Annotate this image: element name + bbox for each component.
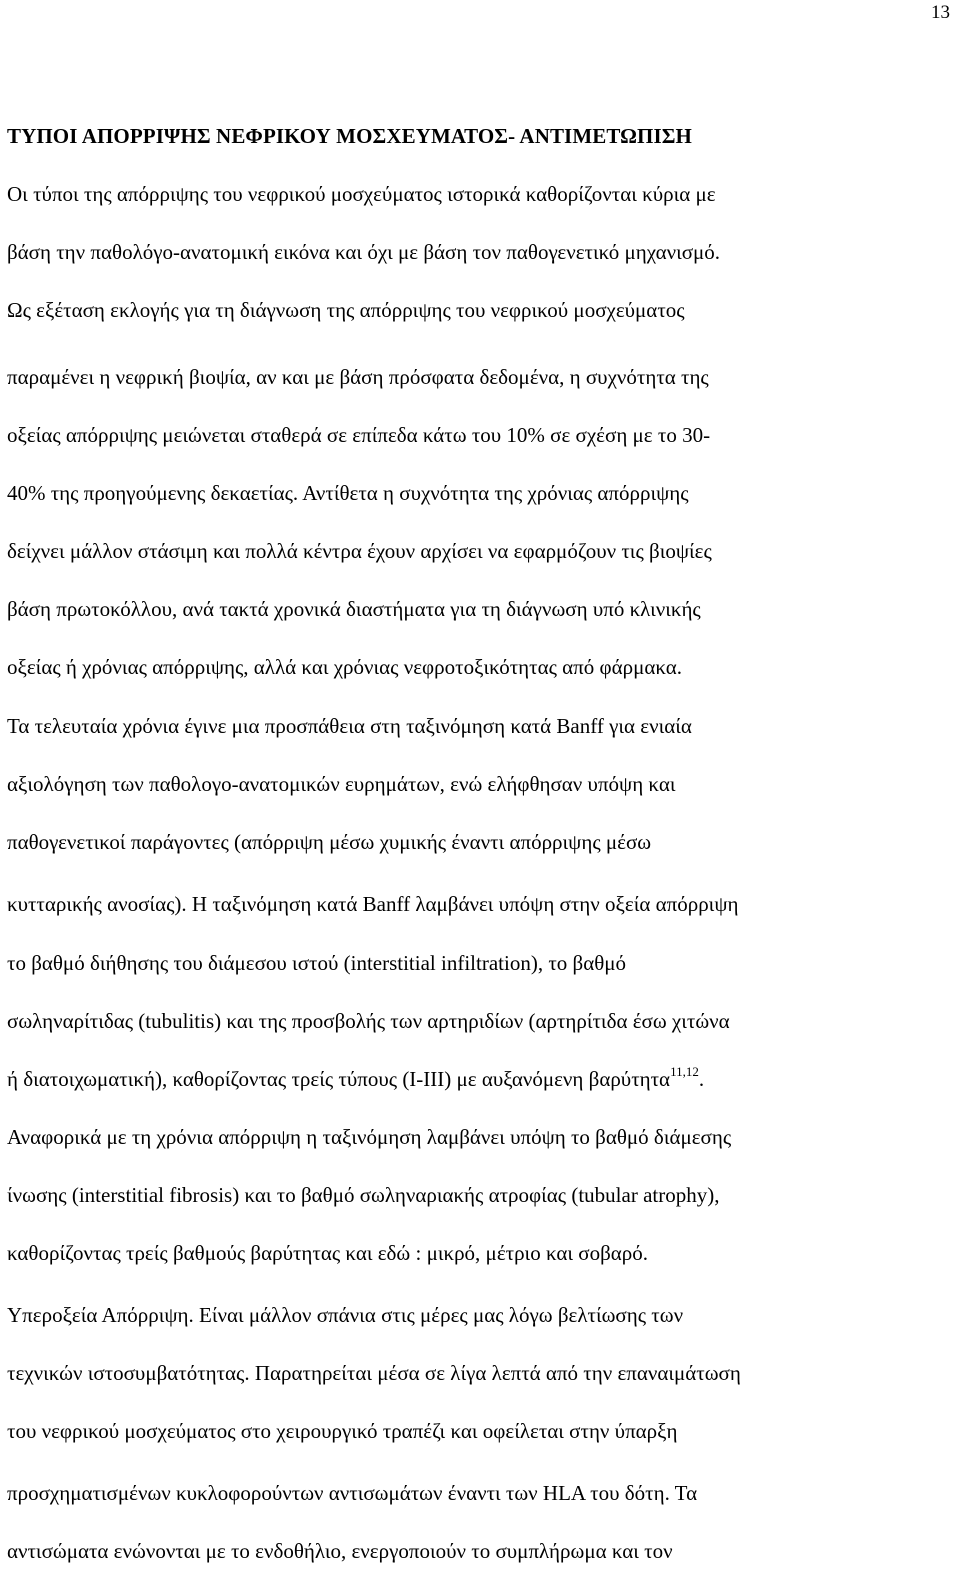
text-line: Τα τελευταία χρόνια έγινε μια προσπάθεια στη ταξινόμηση κατά Banff για ενιαία [7,714,692,738]
text-line: βάση πρωτοκόλλου, ανά τακτά χρονικά διαστήματα για τη διάγνωση υπό κλινικής [7,597,701,621]
text-line: τεχνικών ιστοσυμβατότητας. Παρατηρείται μέσα σε λίγα λεπτά από την επαναιμάτωση [7,1361,741,1385]
text-line: ίνωσης (interstitial fibrosis) και το βαθμό σωληναριακής ατροφίας (tubular atrophy), [7,1183,720,1207]
text-line: παραμένει η νεφρική βιοψία, αν και με βάση πρόσφατα δεδομένα, η συχνότητα της [7,365,709,389]
text-line [7,1064,705,1091]
section-title: ΤΥΠΟΙ ΑΠΟΡΡΙΨΗΣ ΝΕΦΡΙΚΟΥ ΜΟΣΧΕΥΜΑΤΟΣ- ΑΝΤΙΜΕΤΩΠΙΣΗ [7,124,692,148]
text-line: βάση την παθολόγο-ανατομική εικόνα και όχι με βάση τον παθογενετικό μηχανισμό. [7,240,721,264]
text-line: 40% της προηγούμενης δεκαετίας. Αντίθετα η συχνότητα της χρόνιας απόρριψης [7,481,689,505]
text-line: παθογενετικοί παράγοντες (απόρριψη μέσω χυμικής έναντι απόρριψης μέσω [7,830,652,854]
text-line: Ως εξέταση εκλογής για τη διάγνωση της απόρριψης του νεφρικού μοσχεύματος [7,298,685,322]
page-number: 13 [931,2,950,23]
text-line: οξείας απόρριψης μειώνεται σταθερά σε επίπεδα κάτω του 10% σε σχέση με το 30- [7,423,711,447]
text-line: κυτταρικής ανοσίας). Η ταξινόμηση κατά Banff λαμβάνει υπόψη στην οξεία απόρριψη [7,892,739,916]
text-line: σωληναρίτιδας (tubulitis) και της προσβολής των αρτηριδίων (αρτηρίτιδα έσω χιτώνα [7,1009,730,1033]
text-line: Οι τύποι της απόρριψης του νεφρικού μοσχεύματος ιστορικά καθορίζονται κύρια με [7,182,716,206]
text-line: Αναφορικά με τη χρόνια απόρριψη η ταξινόμηση λαμβάνει υπόψη το βαθμό διάμεσης [7,1125,732,1149]
text-line: αντισώματα ενώνονται με το ενδοθήλιο, ενεργοποιούν το συμπλήρωμα και τον [7,1539,673,1563]
text-line-content: ή διατοιχωματική), καθορίζοντας τρείς τύπους (Ι-ΙΙΙ) με αυξανόμενη βαρύτητα [7,1067,671,1091]
citation-trailing: . [698,1067,705,1091]
text-line: αξιολόγηση των παθολογο-ανατομικών ευρημάτων, ενώ ελήφθησαν υπόψη και [7,772,676,796]
text-line: οξείας ή χρόνιας απόρριψης, αλλά και χρόνιας νεφροτοξικότητας από φάρμακα. [7,655,683,679]
text-line: καθορίζοντας τρείς βαθμούς βαρύτητας και εδώ : μικρό, μέτριο και σοβαρό. [7,1241,648,1265]
text-line: του νεφρικού μοσχεύματος στο χειρουργικό τραπέζι και οφείλεται στην ύπαρξη [7,1419,678,1443]
text-line: το βαθμό διήθησης του διάμεσου ιστού (interstitial infiltration), το βαθμό [7,951,627,975]
citation-superscript: 11,12 [670,1064,699,1079]
text-line: προσχηματισμένων κυκλοφορούντων αντισωμάτων έναντι των HLA του δότη. Τα [7,1481,698,1505]
text-line: δείχνει μάλλον στάσιμη και πολλά κέντρα έχουν αρχίσει να εφαρμόζουν τις βιοψίες [7,539,712,563]
text-line: Υπεροξεία Απόρριψη. Είναι μάλλον σπάνια στις μέρες μας λόγω βελτίωσης των [7,1303,684,1327]
